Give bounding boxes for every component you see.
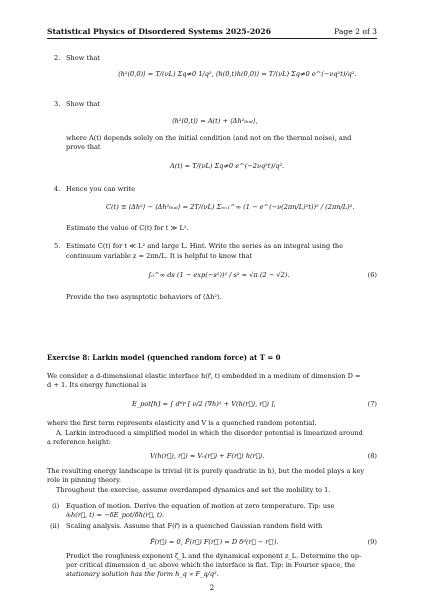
item-3-line-2: where A(t) depends solely on the initial condition (and not on the thermal noise), and	[66, 134, 352, 142]
item-3-number: 3.	[54, 100, 61, 108]
sub-question-ii-line-4: stationary solution has the form h_q ∝ F_q/q².	[66, 570, 219, 578]
equation-7: E_pot[h] = ∫ dᵈr [ ν/2 (∇h)² + V(h(r⃗), r⃗) ],	[132, 400, 276, 408]
exercise-para-4-line-2: role in pinning theory.	[47, 476, 122, 484]
exercise-para-2: where the first term represents elasticity and V is a quenched random potential.	[47, 419, 317, 427]
item-3-equation-2: A(t) = T/(νL) Σq≠0 e^(−2νq²t)/q².	[170, 162, 285, 170]
item-4-line-2: Estimate the value of C(t) for t ≫ L².	[66, 224, 189, 232]
item-3-equation-1: ⟨h²(0,t)⟩ = A(t) + ⟨Δh²ₜₕₐₗ⟩,	[172, 117, 258, 125]
exercise-para-3-line-1: A. Larkin introduced a simplified model in which the disorder potential is linearized around	[56, 429, 363, 437]
sub-question-i-line-1: Equation of motion. Derive the equation of motion at zero temperature. Tip: use	[66, 502, 335, 510]
item-5-line-2: continuum variable z = 2πn/L. It is helpful to know that	[66, 252, 253, 260]
page-indicator: Page 2 of 3	[334, 27, 377, 36]
sub-question-ii-line-3: per critical dimension d_uc above which the interface is flat. Tip: in Fourier space, the	[66, 561, 356, 569]
sub-question-i-number: (i)	[52, 502, 60, 510]
equation-8: V(h(r⃗), r⃗) ≃ V₀(r⃗) + F(r⃗) h(r⃗).	[150, 452, 265, 460]
item-5-number: 5.	[54, 242, 61, 250]
exercise-para-1-line-1: We consider a d-dimensional elastic interface h(r⃗, t) embedded in a medium of dimension D =	[47, 372, 361, 380]
item-2-number: 2.	[54, 54, 61, 62]
sub-question-ii-number: (ii)	[50, 522, 60, 530]
sub-question-ii-line-1: Scaling analysis. Assume that F(r⃗) is a quenched Gaussian random field with	[66, 522, 323, 530]
item-2-text: Show that	[66, 54, 100, 62]
item-4-text: Hence you can write	[66, 185, 136, 193]
item-5-line-3: Provide the two asymptotic behaviors of ⟨Δh²⟩.	[66, 293, 222, 301]
item-5-line-1: Estimate C(t) for t ≪ L² and large L. Hint. Write the series as an integral using the	[66, 242, 344, 250]
equation-number-7: (7)	[367, 400, 377, 408]
item-5-equation: ∫₀^∞ ds (1 − exp(−s²))² / s² = √π (2 − √2).	[148, 271, 290, 279]
equation-9: F̄(r⃗) = 0, F̄(r⃗) F(r⃗′) = D δᵈ(r⃗ − r⃗′).	[150, 538, 279, 546]
exercise-para-1-line-2: d + 1. Its energy functional is	[47, 381, 147, 389]
page-header	[47, 27, 377, 36]
item-2-equation: ⟨h²(0,0)⟩ = T/(νL) Σq≠0 1/q², ⟨h(0,t)h(0,0)⟩ = T/(νL) Σq≠0 e^(−νq²t)/q².	[118, 70, 357, 78]
equation-number-9: (9)	[367, 538, 377, 546]
item-4-number: 4.	[54, 185, 61, 193]
item-3-text: Show that	[66, 100, 100, 108]
item-3-line-3: prove that	[66, 143, 101, 151]
exercise-para-5: Throughout the exercise, assume overdamped dynamics and set the mobility to 1.	[56, 486, 331, 494]
page-number: 2	[209, 584, 215, 592]
header-rule	[47, 38, 377, 39]
exercise-para-3-line-2: a reference height:	[47, 438, 112, 446]
exercise-para-4-line-1: The resulting energy landscape is trivial (it is purely quadratic in h), but the model plays a key	[47, 467, 365, 475]
equation-number-8: (8)	[367, 452, 377, 460]
item-4-equation: C(t) ≡ ⟨Δh²⟩ − ⟨Δh²ₜₕₐₗ⟩ = 2T/(νL) Σₙ₌₁^∞ (1 − e^(−ν(2πn/L)²t))² / (2πn/L)².	[106, 203, 355, 211]
sub-question-i-line-2: ∂ₜh(r⃗, t) = −δE_pot/δh(r⃗, t).	[66, 511, 165, 519]
exercise-title: Exercise 8: Larkin model (quenched random force) at T = 0	[47, 353, 281, 362]
sub-question-ii-line-2: Predict the roughness exponent ζ_L and the dynamical exponent z_L. Determine the up-	[66, 552, 362, 560]
equation-number-6: (6)	[367, 271, 377, 279]
document-title: Statistical Physics of Disordered Systems 2025-2026	[47, 27, 271, 36]
